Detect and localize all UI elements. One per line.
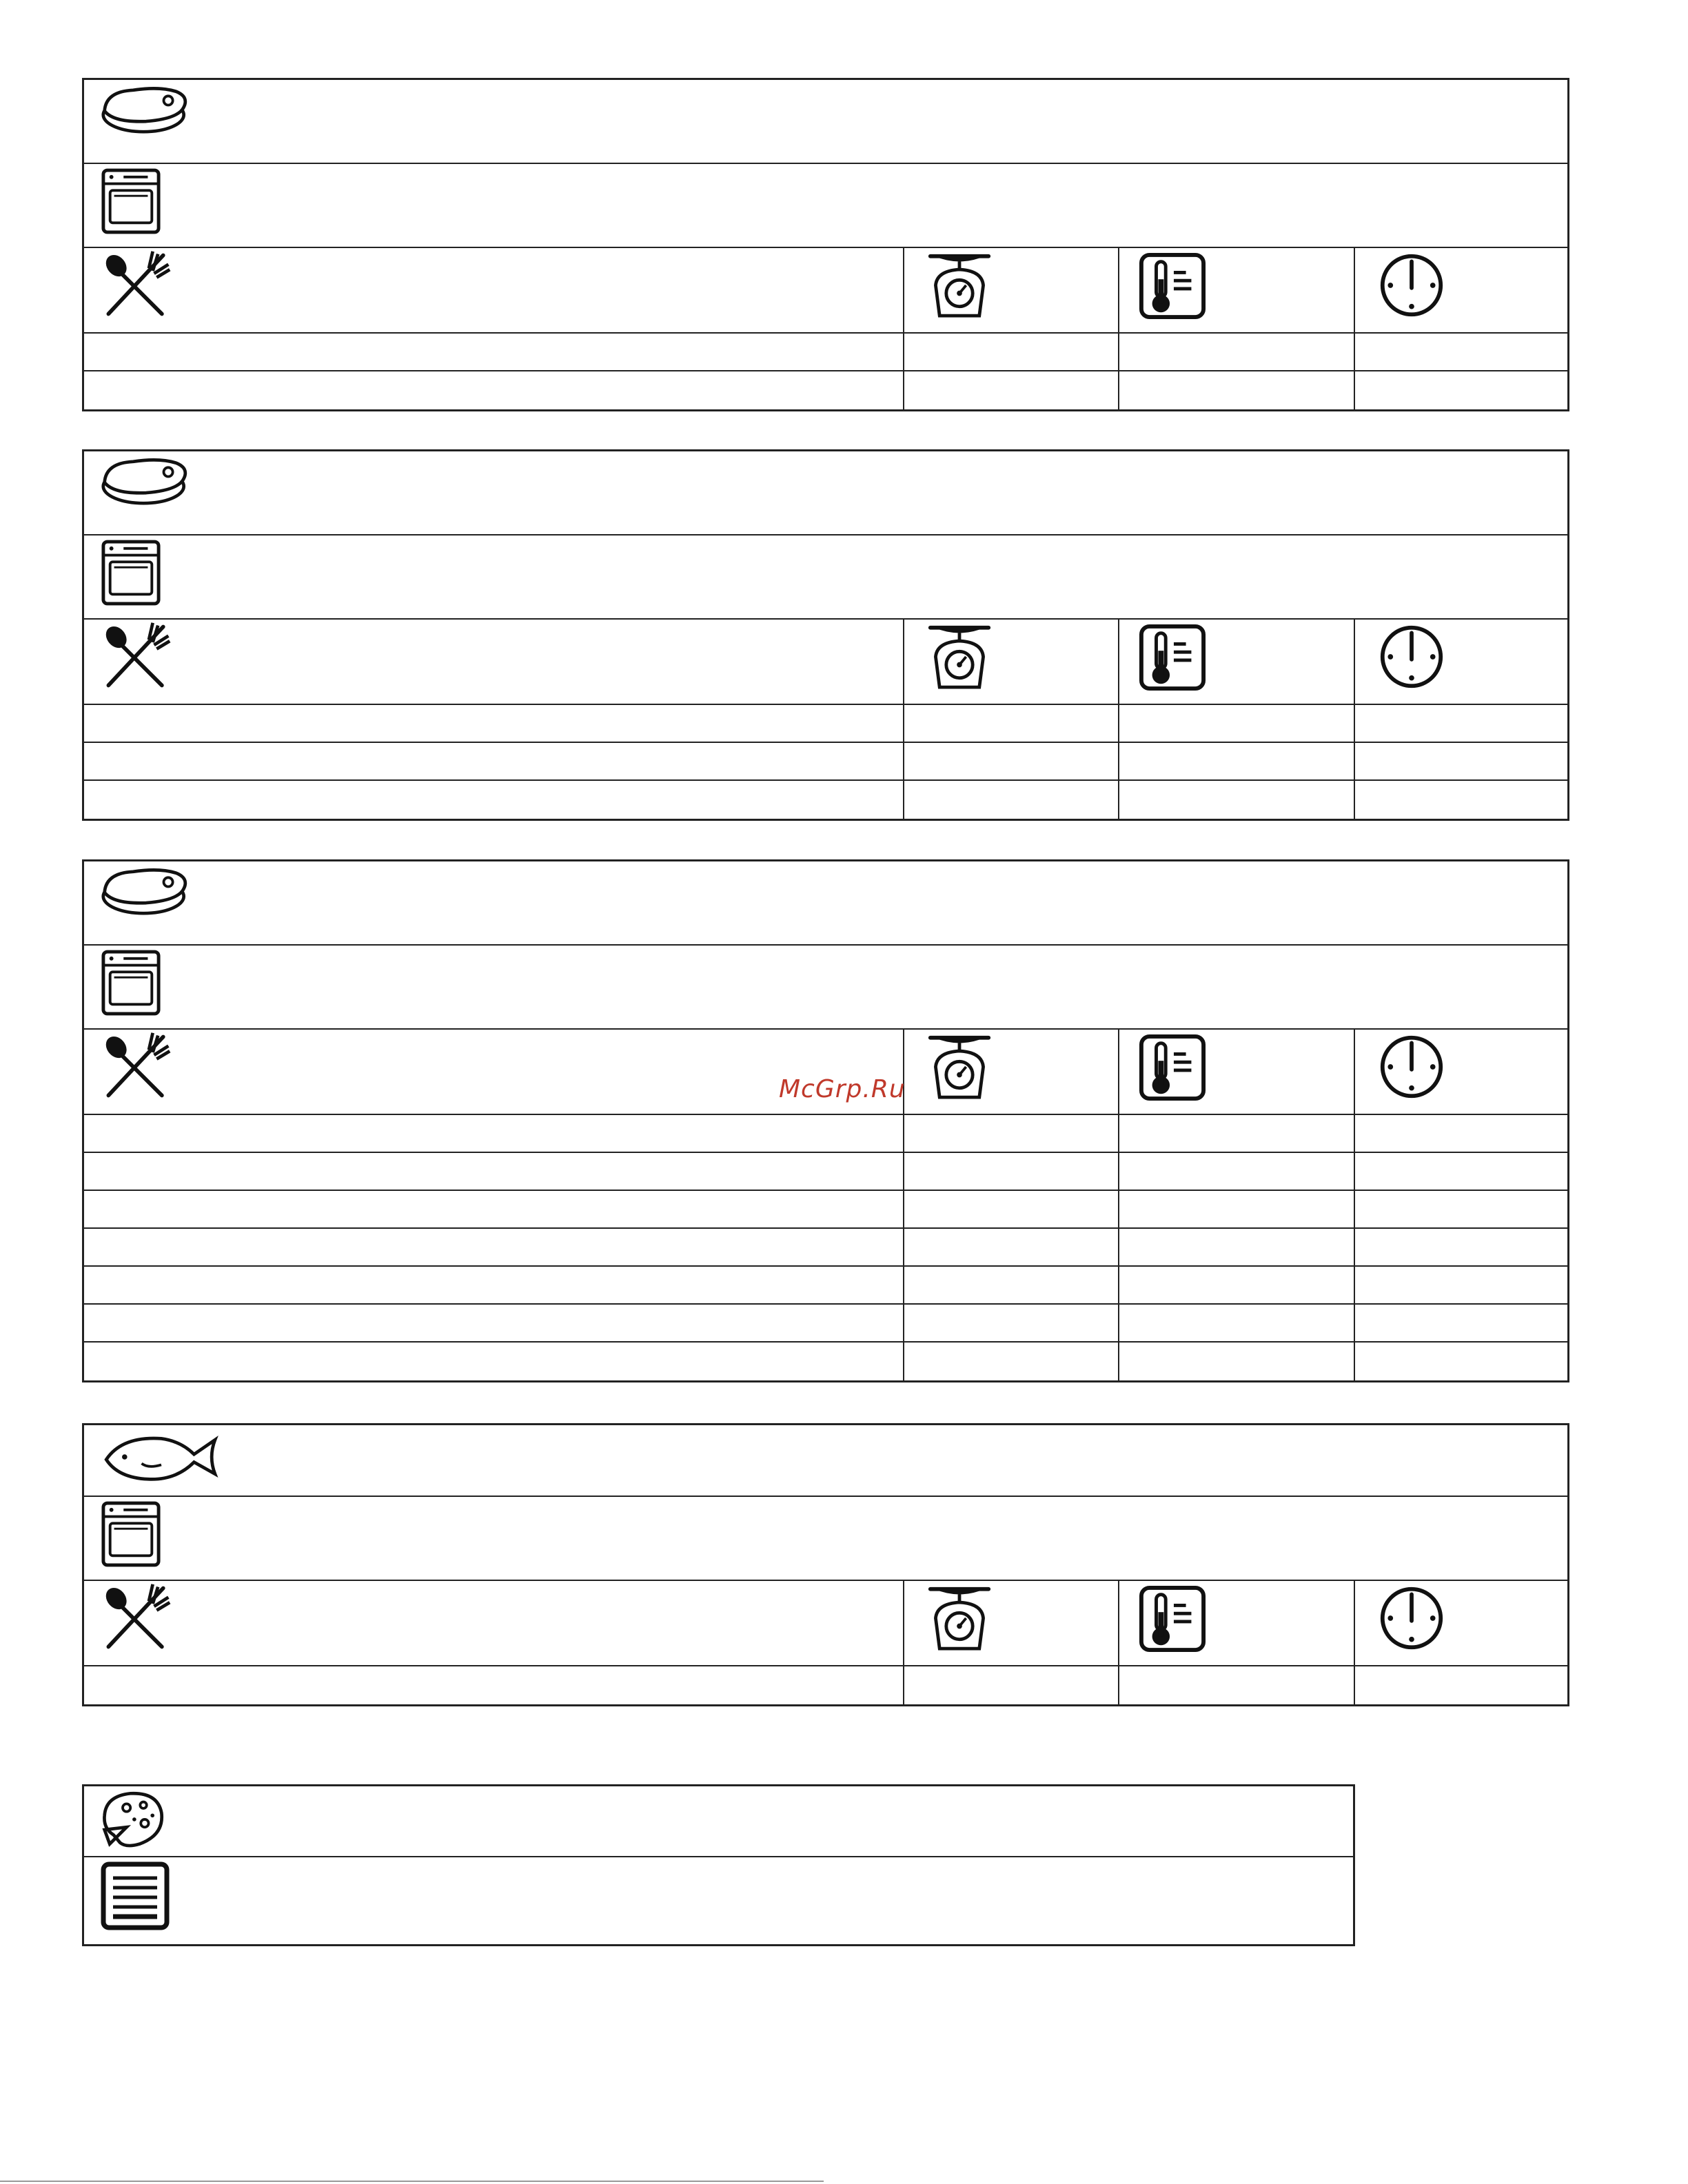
food-type-row (84, 80, 1567, 164)
thermometer-icon (1139, 624, 1206, 691)
cutlery-icon (101, 251, 172, 317)
food-type-row (84, 451, 1567, 535)
meat-steak-icon (101, 456, 192, 509)
fish-table (82, 1423, 1569, 1706)
table-row (84, 334, 1567, 371)
thermometer-icon (1139, 252, 1206, 320)
oven-mode-row (84, 946, 1567, 1030)
weight-header (904, 1030, 1119, 1114)
cutlery-icon (101, 1584, 172, 1650)
clock-icon (1379, 1585, 1445, 1651)
header-row (84, 1581, 1567, 1666)
oven-icon (101, 1500, 161, 1569)
grill-mode-row (84, 1857, 1353, 1944)
table-row (84, 1191, 1567, 1229)
weight-header (904, 1581, 1119, 1665)
cutlery-icon (101, 1032, 172, 1099)
dish-header (84, 1581, 904, 1665)
oven-icon (101, 538, 161, 607)
table-row (84, 743, 1567, 781)
footer-divider (0, 2181, 824, 2182)
meat-table-2 (82, 449, 1569, 821)
clock-icon (1379, 1034, 1445, 1100)
fish-icon (101, 1431, 222, 1483)
time-header (1355, 1030, 1567, 1114)
thermometer-icon (1139, 1585, 1206, 1653)
table-row (84, 1343, 1567, 1380)
oven-icon (101, 167, 161, 236)
table-row (84, 1305, 1567, 1343)
table-row (84, 705, 1567, 743)
watermark: McGrp.Ru (779, 1075, 906, 1103)
time-header (1355, 1581, 1567, 1665)
pizza-table (82, 1784, 1355, 1946)
temperature-header (1119, 248, 1355, 332)
temperature-header (1119, 1030, 1355, 1114)
time-header (1355, 620, 1567, 704)
oven-mode-row (84, 164, 1567, 248)
table-row (84, 781, 1567, 819)
table-row (84, 1153, 1567, 1191)
food-type-row (84, 1786, 1353, 1857)
temperature-header (1119, 620, 1355, 704)
weight-header (904, 248, 1119, 332)
table-row (84, 371, 1567, 409)
meat-table-1 (82, 78, 1569, 411)
weight-scale-icon (926, 622, 993, 691)
meat-table-3 (82, 859, 1569, 1382)
table-row (84, 1666, 1567, 1704)
food-type-row (84, 1425, 1567, 1497)
meat-steak-icon (101, 84, 192, 138)
table-row (84, 1229, 1567, 1267)
table-row (84, 1267, 1567, 1305)
header-row (84, 248, 1567, 334)
weight-scale-icon (926, 1032, 993, 1101)
clock-icon (1379, 624, 1445, 690)
dish-header (84, 620, 904, 704)
weight-scale-icon (926, 1584, 993, 1653)
food-type-row (84, 861, 1567, 946)
meat-steak-icon (101, 866, 192, 919)
oven-mode-row (84, 535, 1567, 620)
header-row (84, 620, 1567, 705)
oven-icon (101, 948, 161, 1017)
weight-scale-icon (926, 251, 993, 320)
table-row (84, 1115, 1567, 1153)
dish-header (84, 248, 904, 332)
clock-icon (1379, 252, 1445, 318)
pizza-icon (101, 1789, 165, 1848)
thermometer-icon (1139, 1034, 1206, 1101)
time-header (1355, 248, 1567, 332)
weight-header (904, 620, 1119, 704)
oven-mode-row (84, 1497, 1567, 1581)
cutlery-icon (101, 622, 172, 688)
grill-rack-icon (99, 1861, 171, 1930)
temperature-header (1119, 1581, 1355, 1665)
